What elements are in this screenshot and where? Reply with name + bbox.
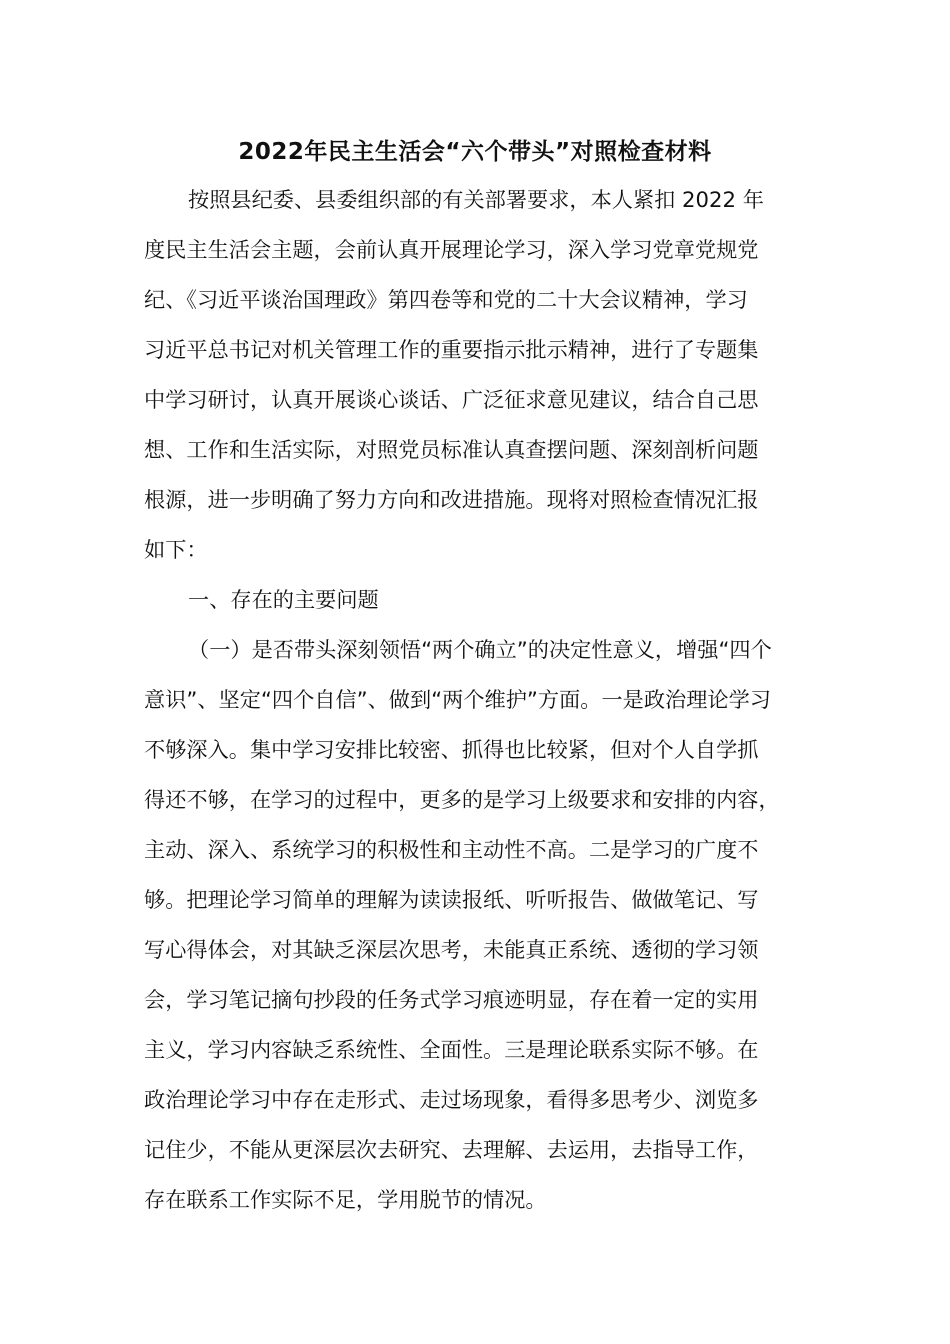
paragraph-line: 根源，进一步明确了努力方向和改进措施。现将对照检查情况汇报 — [144, 487, 759, 512]
paragraph-line: （一）是否带头深刻领悟“两个确立”的决定性意义，增强“四个 — [188, 637, 772, 662]
paragraph-line: 想、工作和生活实际，对照党员标准认真查摆问题、深刻剖析问题 — [144, 437, 759, 462]
paragraph-line: 会，学习笔记摘句抄段的任务式学习痕迹明显，存在着一定的实用 — [144, 987, 759, 1012]
paragraph-line: 习近平总书记对机关管理工作的重要指示批示精神，进行了专题集 — [144, 337, 759, 362]
document-title: 2022年民主生活会“六个带头”对照检查材料 — [238, 139, 712, 165]
paragraph-line: 如下： — [144, 537, 208, 562]
paragraph-line: 中学习研讨，认真开展谈心谈话、广泛征求意见建议，结合自己思 — [144, 387, 759, 412]
paragraph-line: 主动、深入、系统学习的积极性和主动性不高。二是学习的广度不 — [144, 837, 759, 862]
paragraph-line: 存在联系工作实际不足，学用脱节的情况。 — [144, 1187, 547, 1212]
paragraph-line: 主义，学习内容缺乏系统性、全面性。三是理论联系实际不够。在 — [144, 1037, 759, 1062]
paragraph-line: 政治理论学习中存在走形式、走过场现象，看得多思考少、浏览多 — [144, 1087, 759, 1112]
section-heading: 一、存在的主要问题 — [188, 587, 379, 612]
paragraph-line: 够。把理论学习简单的理解为读读报纸、听听报告、做做笔记、写 — [144, 887, 759, 912]
paragraph-line: 按照县纪委、县委组织部的有关部署要求，本人紧扣 2022 年 — [188, 187, 764, 212]
paragraph-line: 度民主生活会主题，会前认真开展理论学习，深入学习党章党规党 — [144, 237, 759, 262]
paragraph-line: 记住少，不能从更深层次去研究、去理解、去运用，去指导工作， — [144, 1137, 759, 1162]
paragraph-line: 得还不够，在学习的过程中，更多的是学习上级要求和安排的内容， — [144, 787, 780, 812]
paragraph-line: 写心得体会，对其缺乏深层次思考，未能真正系统、透彻的学习领 — [144, 937, 759, 962]
paragraph-line: 不够深入。集中学习安排比较密、抓得也比较紧，但对个人自学抓 — [144, 737, 759, 762]
paragraph-line: 纪、《习近平谈治国理政》第四卷等和党的二十大会议精神，学习 — [144, 287, 748, 312]
paragraph-line: 意识”、坚定“四个自信”、做到“两个维护”方面。一是政治理论学习 — [144, 687, 771, 712]
